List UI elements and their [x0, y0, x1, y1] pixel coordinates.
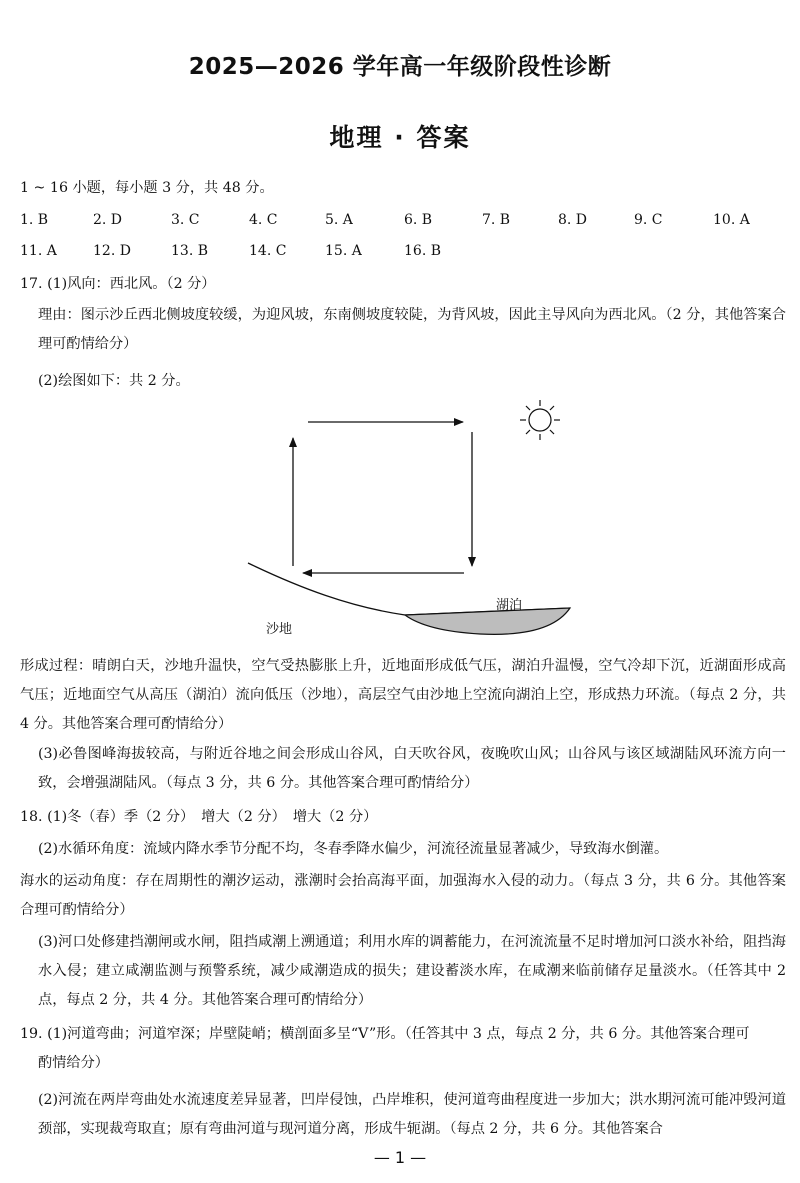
lake-label: 湖泊	[496, 598, 523, 613]
q19-part1: 19. (1)河道弯曲；河道窄深；岸壁陡峭；横剖面多呈“V”形。（任答其中 3 点，每点 2 分，共 6 分。其他答案合理可	[20, 1026, 750, 1042]
mc-answer: 4. C	[249, 212, 278, 228]
mc-answer: 14. C	[249, 243, 287, 259]
mc-answer: 13. B	[171, 243, 209, 259]
mc-row-2	[20, 243, 780, 263]
mc-answer: 12. D	[93, 243, 131, 259]
q19-part2: (2)河流在两岸弯曲处水流速度差异显著，凹岸侵蚀，凸岸堆积，使河道弯曲程度进一步加大；洪水期河流可能冲毁河道颈部，实现裁弯取直；原有弯曲河道与现河道分离，形成牛轭湖。（每点 2 分，共 6 分。其他答案合	[38, 1092, 786, 1137]
page-number: — 1 —	[373, 1148, 427, 1167]
q18-part2-water-cycle: (2)水循环角度：流域内降水季节分配不均，冬春季降水偏少，河流径流量显著减少，导致海水倒灌。	[38, 841, 669, 857]
q17-reason: 理由：图示沙丘西北侧坡度较缓，为迎风坡，东南侧坡度较陡，为背风坡，因此主导风向为西北风。（2 分，其他答案合理可酌情给分）	[38, 307, 786, 352]
q17-part3: (3)必鲁图峰海拔较高，与附近谷地之间会形成山谷风，白天吹谷风，夜晚吹山风；山谷风与该区域湖陆风环流方向一致，会增强湖陆风。（每点 3 分，共 6 分。其他答案合理可酌情给分）	[38, 746, 786, 791]
mc-answer: 16. B	[404, 243, 442, 259]
sand-label: 沙地	[266, 622, 293, 637]
thermal-circulation-diagram	[230, 392, 590, 644]
mc-answer: 7. B	[482, 212, 511, 228]
mc-answer: 1. B	[20, 212, 49, 228]
mc-answer: 8. D	[558, 212, 588, 228]
mc-answer: 2. D	[93, 212, 123, 228]
mc-answer: 3. C	[171, 212, 200, 228]
diagram-svg	[230, 392, 590, 644]
lake-shape	[405, 608, 570, 634]
q17-process: 形成过程：晴朗白天，沙地升温快，空气受热膨胀上升，近地面形成低气压，湖泊升温慢，空气冷却下沉，近湖面形成高气压；近地面空气从高压（湖泊）流向低压（沙地），高层空气由沙地上空流向湖泊上空，形成热力环流。（每点 2 分，共 4 分。其他答案合理可酌情给分）	[20, 658, 786, 732]
q17-part1: 17. (1)风向：西北风。（2 分）	[20, 276, 216, 292]
mc-answer: 10. A	[713, 212, 750, 228]
q18-part3: (3)河口处修建挡潮闸或水闸，阻挡咸潮上溯通道；利用水库的调蓄能力，在河流流量不足时增加河口淡水补给，阻挡海水入侵；建立咸潮监测与预警系统，减少咸潮造成的损失；建设蓄淡水库，在咸潮来临前储存足量淡水。（任答其中 2 点，每点 2 分，共 4 分。其他答案合理可酌情给分）	[38, 934, 786, 1008]
sun-icon	[520, 400, 560, 440]
mc-answer: 11. A	[20, 243, 57, 259]
q18-part2-sea-motion: 海水的运动角度：存在周期性的潮汐运动，涨潮时会抬高海平面，加强海水入侵的动力。（每点 3 分，共 6 分。其他答案合理可酌情给分）	[20, 873, 786, 918]
q17-part2: (2)绘图如下：共 2 分。	[38, 373, 190, 389]
q18-part1: 18. (1)冬（春）季（2 分） 增大（2 分） 增大（2 分）	[20, 809, 378, 825]
page-subtitle: 地理 · 答案	[329, 123, 471, 152]
mc-answer: 5. A	[325, 212, 353, 228]
mc-answer: 15. A	[325, 243, 362, 259]
mc-answer: 6. B	[404, 212, 433, 228]
page-title: 2025—2026 学年高一年级阶段性诊断	[188, 54, 612, 80]
q19-part1-cont: 酌情给分）	[38, 1055, 109, 1071]
mc-row-1	[20, 212, 780, 232]
mc-answer: 9. C	[634, 212, 663, 228]
mc-intro: 1 ~ 16 小题，每小题 3 分，共 48 分。	[20, 180, 274, 196]
